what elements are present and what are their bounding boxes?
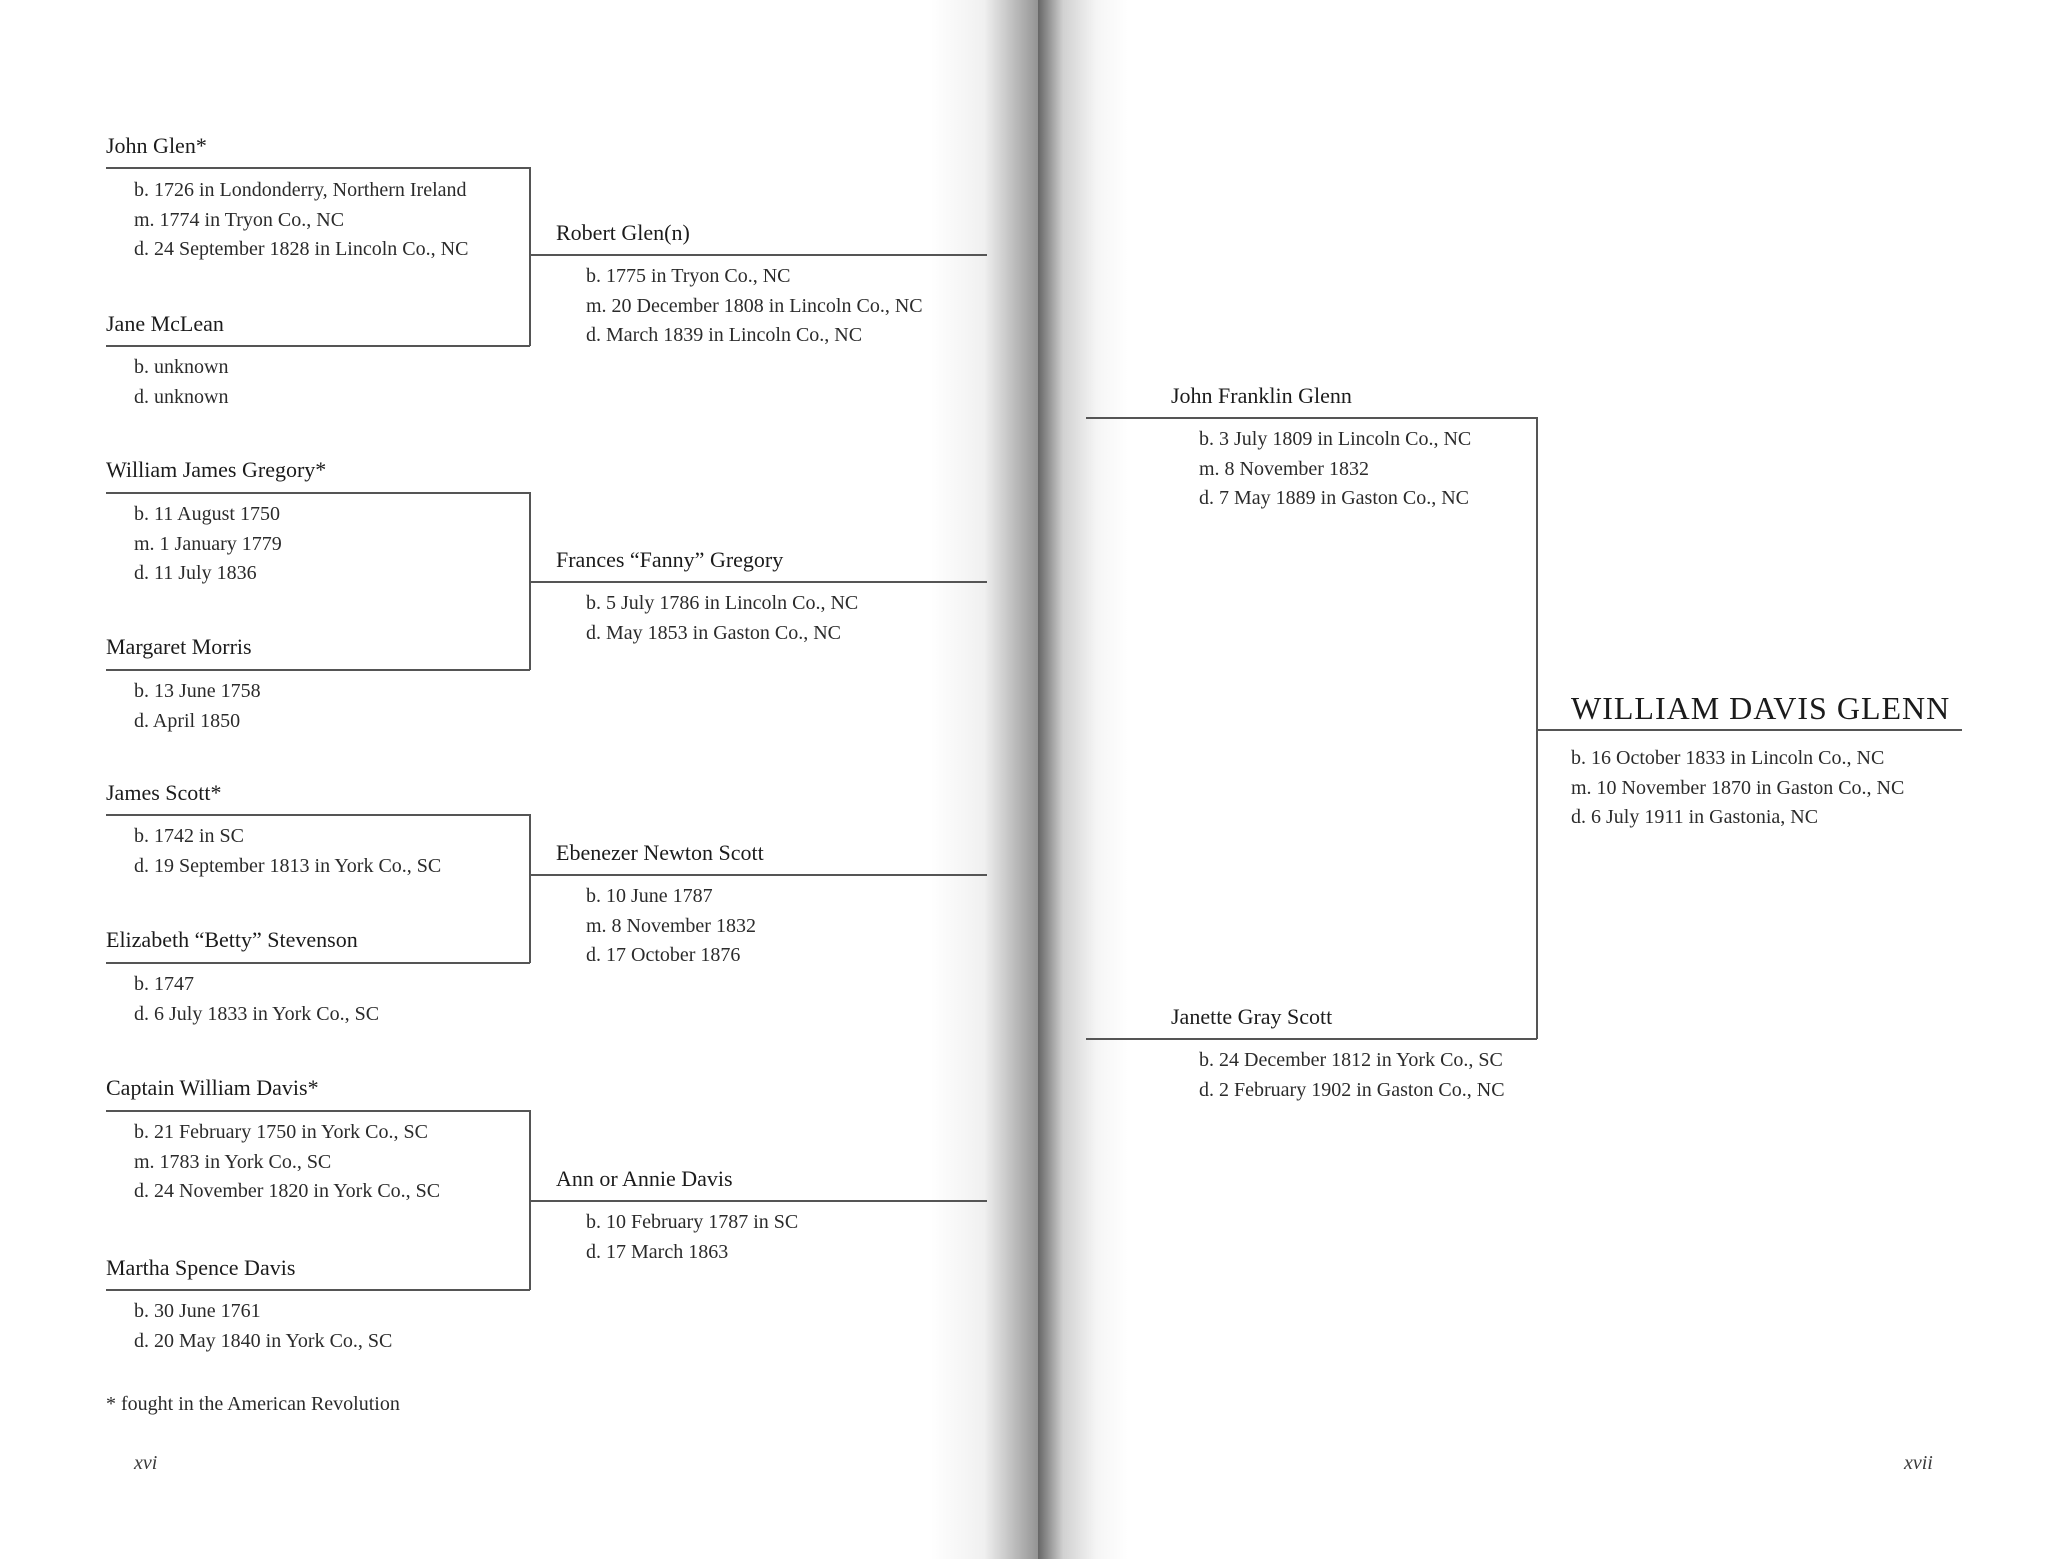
- person-name: Ebenezer Newton Scott: [556, 840, 764, 865]
- person-name: John Franklin Glenn: [1171, 383, 1352, 408]
- detail-line: m. 1 January 1779: [134, 532, 282, 555]
- person-name: Frances “Fanny” Gregory: [556, 547, 784, 572]
- page-number-left: xvi: [134, 1452, 158, 1474]
- connector-line: [1086, 1038, 1537, 1040]
- detail-line: m. 20 December 1808 in Lincoln Co., NC: [586, 294, 923, 317]
- person-name: Margaret Morris: [106, 634, 252, 659]
- connector-line: [106, 345, 530, 347]
- connector-line: [529, 874, 987, 876]
- detail-line: d. 24 November 1820 in York Co., SC: [134, 1180, 441, 1202]
- detail-line: d. April 1850: [134, 709, 241, 732]
- person-details: [134, 1118, 440, 1207]
- person-name: Martha Spence Davis: [106, 1255, 296, 1280]
- detail-line: d. 19 September 1813 in York Co., SC: [134, 854, 442, 877]
- person-details: [134, 822, 441, 881]
- detail-line: b. 11 August 1750: [134, 503, 280, 525]
- detail-line: b. 3 July 1809 in Lincoln Co., NC: [1199, 428, 1472, 450]
- right-page: [1038, 0, 2064, 1559]
- detail-line: d. 2 February 1902 in Gaston Co., NC: [1199, 1078, 1505, 1101]
- connector-line: [106, 1289, 530, 1291]
- person-name: Janette Gray Scott: [1171, 1004, 1333, 1029]
- connector-line: [529, 254, 987, 256]
- detail-line: d. March 1839 in Lincoln Co., NC: [586, 324, 863, 346]
- detail-line: b. 1775 in Tryon Co., NC: [586, 265, 791, 287]
- bracket-line: [1536, 417, 1538, 1039]
- connector-line: [529, 581, 987, 583]
- connector-line: [106, 669, 530, 671]
- detail-line: m. 1774 in Tryon Co., NC: [134, 208, 345, 231]
- person-details: [134, 176, 468, 265]
- detail-line: b. 1726 in Londonderry, Northern Ireland: [134, 179, 467, 201]
- person-name: Captain William Davis*: [106, 1075, 319, 1100]
- subject-details: [1571, 744, 1904, 833]
- detail-line: d. 6 July 1833 in York Co., SC: [134, 1002, 380, 1025]
- detail-line: b. 1747: [134, 973, 194, 995]
- detail-line: m. 8 November 1832: [1199, 457, 1369, 480]
- page-number-right: xvii: [1904, 1452, 1933, 1474]
- connector-line: [106, 962, 530, 964]
- connector-line: [106, 1110, 530, 1112]
- detail-line: b. 10 February 1787 in SC: [586, 1211, 799, 1233]
- detail-line: b. 21 February 1750 in York Co., SC: [134, 1121, 428, 1143]
- detail-line: d. 6 July 1911 in Gastonia, NC: [1571, 806, 1819, 828]
- person-name: James Scott*: [106, 780, 222, 805]
- detail-line: d. 7 May 1889 in Gaston Co., NC: [1199, 487, 1469, 509]
- detail-line: d. 24 September 1828 in Lincoln Co., NC: [134, 238, 469, 260]
- connector-line: [106, 492, 530, 494]
- person-name: Robert Glen(n): [556, 220, 690, 245]
- detail-line: d. May 1853 in Gaston Co., NC: [586, 621, 841, 644]
- person-details: [134, 353, 228, 412]
- person-details: [586, 589, 858, 648]
- detail-line: d. 17 October 1876: [586, 944, 741, 966]
- detail-line: m. 1783 in York Co., SC: [134, 1150, 332, 1173]
- person-name: Elizabeth “Betty” Stevenson: [106, 927, 358, 952]
- detail-line: d. 20 May 1840 in York Co., SC: [134, 1329, 393, 1352]
- detail-line: b. 10 June 1787: [586, 885, 713, 907]
- detail-line: d. 11 July 1836: [134, 562, 257, 584]
- person-details: [586, 1208, 798, 1267]
- connector-line: [1536, 729, 1962, 731]
- detail-line: d. 17 March 1863: [586, 1240, 729, 1263]
- person-details: [134, 970, 379, 1029]
- detail-line: b. 13 June 1758: [134, 680, 261, 702]
- detail-line: m. 8 November 1832: [586, 914, 756, 937]
- detail-line: b. 1742 in SC: [134, 825, 245, 847]
- connector-line: [529, 1200, 987, 1202]
- person-name: Jane McLean: [106, 311, 224, 336]
- person-details: [1199, 1046, 1505, 1105]
- footnote: * fought in the American Revolution: [106, 1393, 400, 1415]
- person-details: [1199, 425, 1471, 514]
- person-details: [586, 882, 756, 971]
- detail-line: d. unknown: [134, 385, 229, 408]
- connector-line: [106, 167, 530, 169]
- subject-name: WILLIAM DAVIS GLENN: [1571, 690, 1951, 726]
- detail-line: b. 24 December 1812 in York Co., SC: [1199, 1049, 1503, 1071]
- bracket-line: [529, 167, 531, 346]
- bracket-line: [529, 814, 531, 963]
- person-details: [134, 677, 261, 736]
- person-details: [586, 262, 923, 351]
- detail-line: m. 10 November 1870 in Gaston Co., NC: [1571, 776, 1905, 799]
- person-name: Ann or Annie Davis: [556, 1166, 733, 1191]
- person-name: John Glen*: [106, 133, 207, 158]
- detail-line: b. unknown: [134, 356, 229, 378]
- detail-line: b. 30 June 1761: [134, 1300, 261, 1322]
- person-details: [134, 1297, 392, 1356]
- detail-line: b. 16 October 1833 in Lincoln Co., NC: [1571, 747, 1885, 769]
- connector-line: [1086, 417, 1537, 419]
- connector-line: [106, 814, 530, 816]
- person-name: William James Gregory*: [106, 457, 327, 482]
- detail-line: b. 5 July 1786 in Lincoln Co., NC: [586, 592, 859, 614]
- person-details: [134, 500, 282, 589]
